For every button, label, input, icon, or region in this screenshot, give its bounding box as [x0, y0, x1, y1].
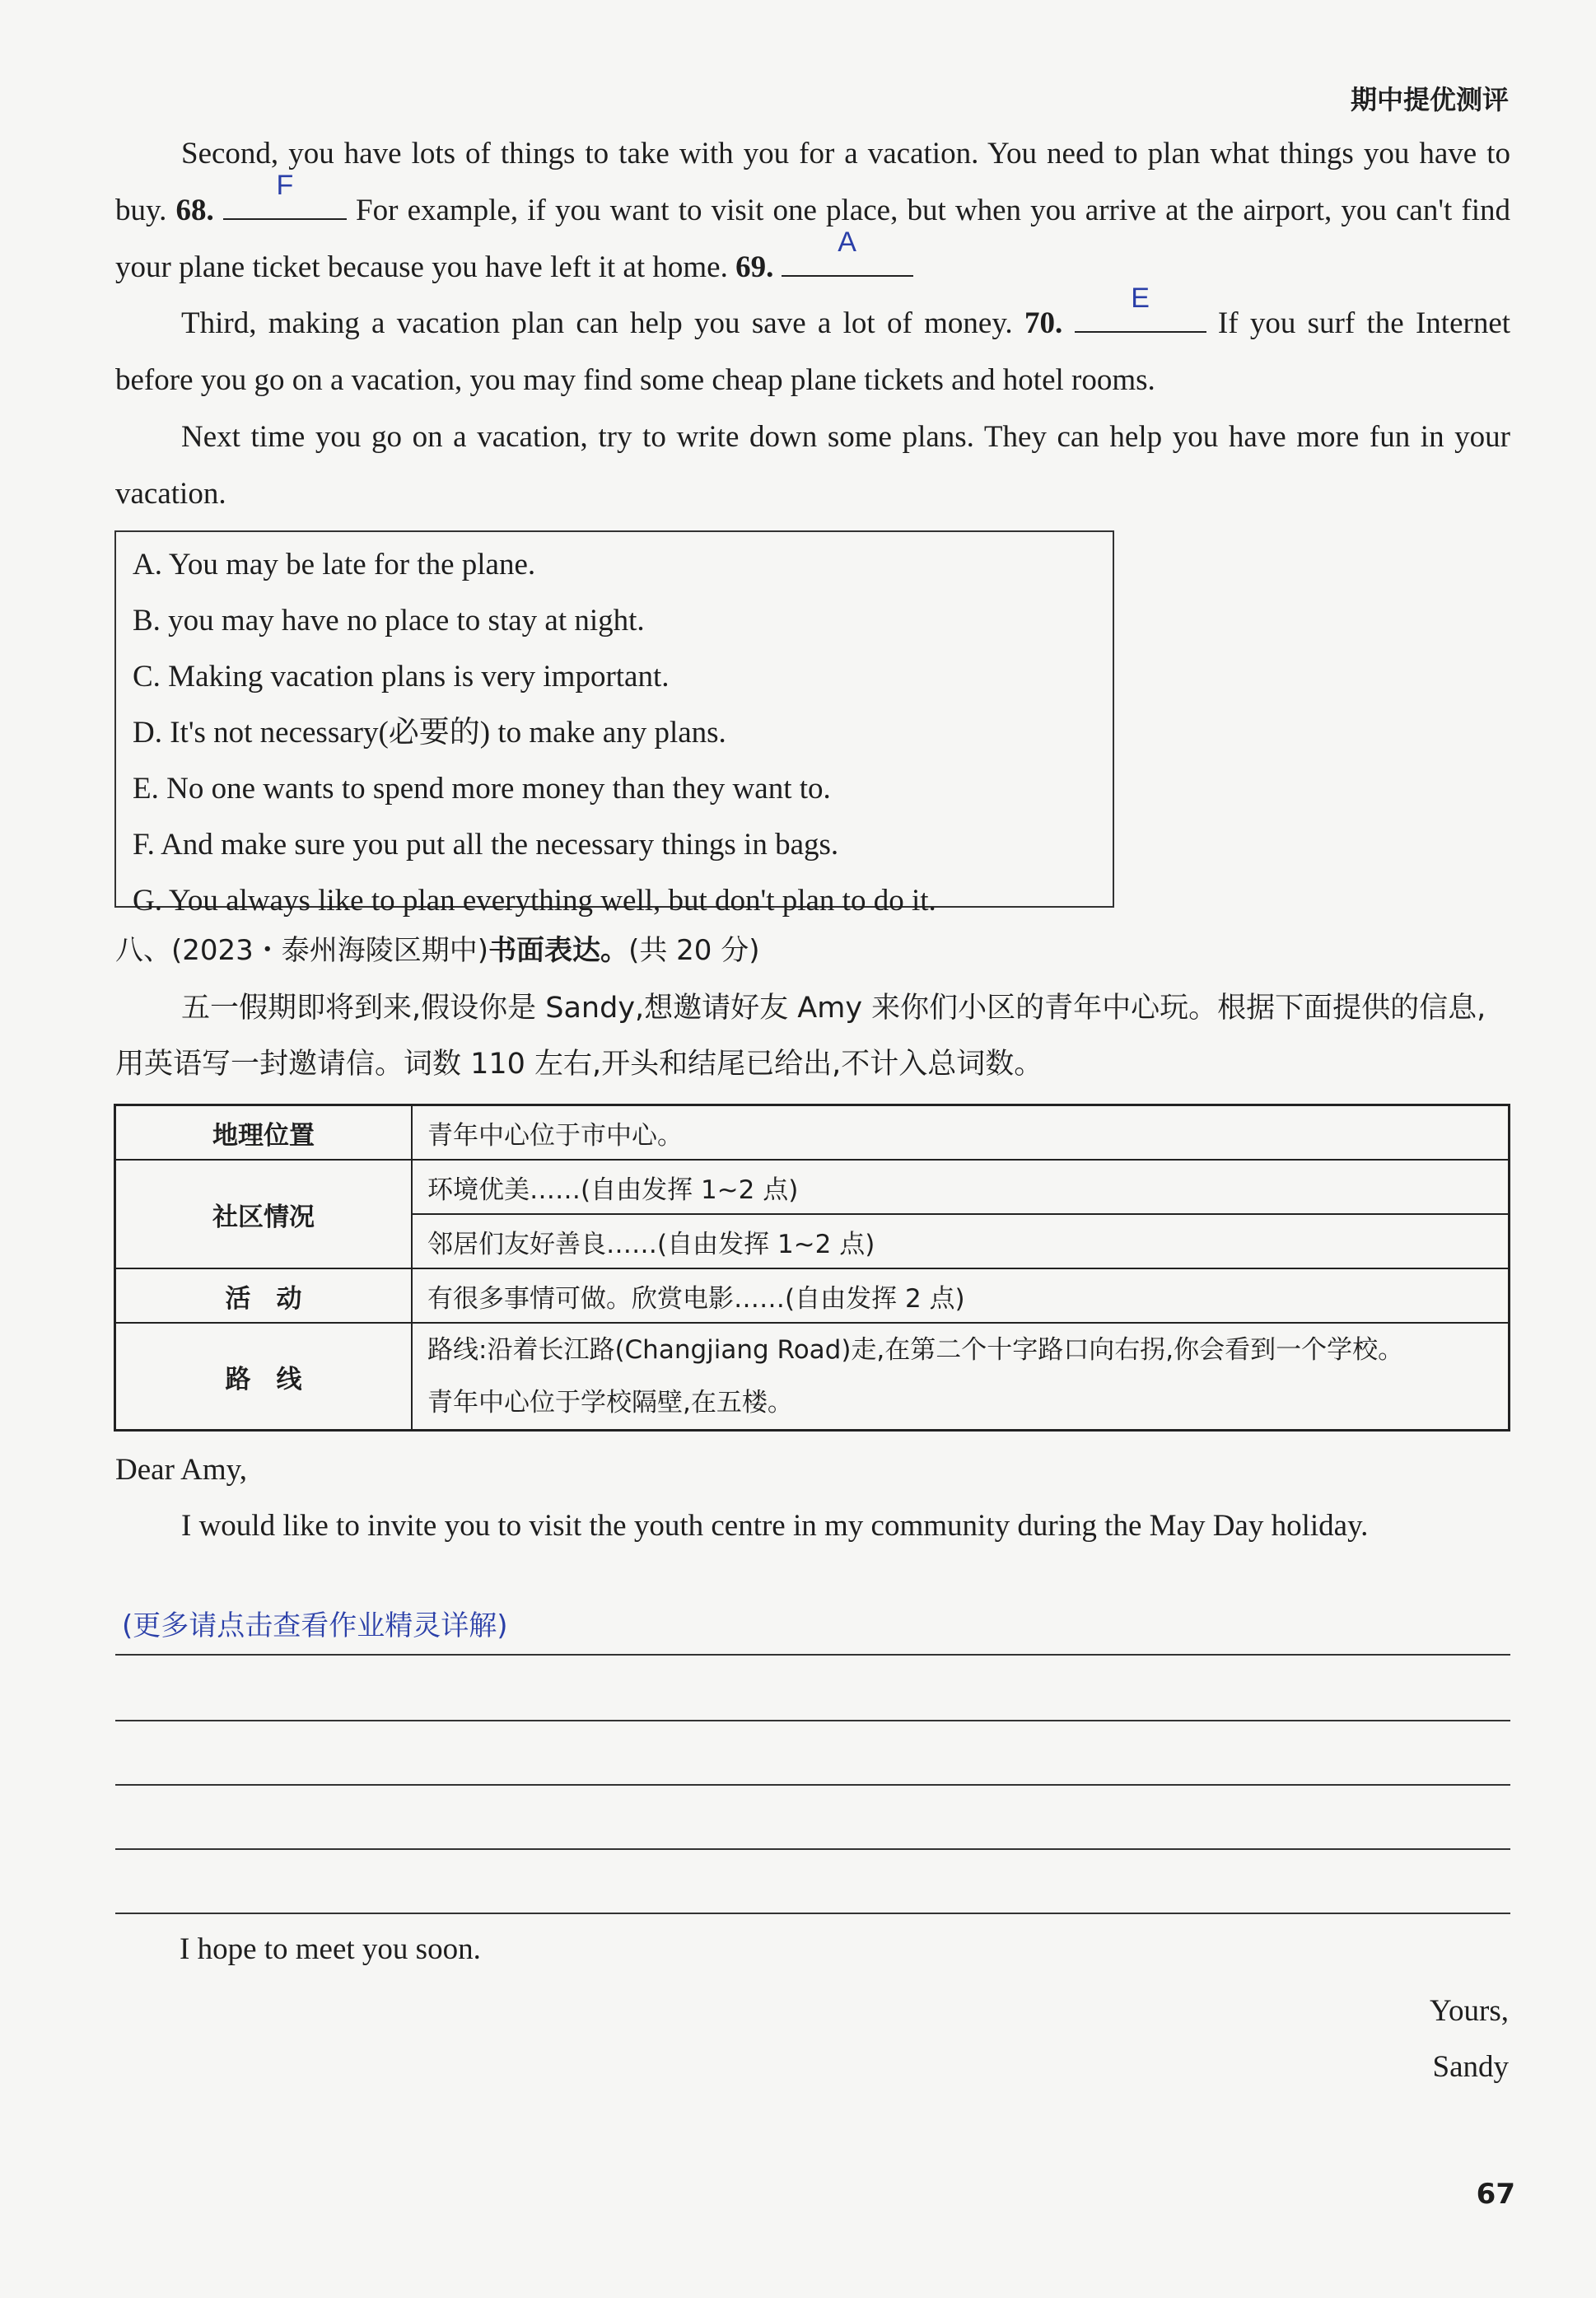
section-8-heading — [115, 926, 759, 975]
writing-line — [115, 1913, 1510, 1914]
passage-paragraph-1 — [115, 125, 1510, 296]
question-number-70: 70. — [1024, 306, 1063, 340]
section-8-instructions: 五一假期即将到来,假设你是 Sandy,想邀请好友 Amy 来你们小区的青年中心玩。根据下面提供的信息,用英语写一封邀请信。词数 110 左右,开头和结尾已给出,不计入总词数。 — [115, 992, 1486, 1081]
row-text-route — [412, 1323, 1510, 1431]
option-d: D. It's not necessary(必要的) to make any plans. — [133, 716, 726, 750]
passage-text: Second, you have lots of things to take with you for a vacation. You need to plan what things you have to buy. — [115, 137, 1510, 227]
letter-greeting: Dear Amy, — [115, 1453, 247, 1487]
option-b: B. you may have no place to stay at night. — [133, 604, 645, 638]
page-number: 67 — [1476, 2178, 1515, 2211]
more-details-link[interactable]: (更多请点击查看作业精灵详解) — [122, 1609, 508, 1642]
table-row — [115, 1160, 1510, 1214]
letter-signature: Sandy — [1432, 2050, 1509, 2084]
letter-sign-off: Yours, — [1430, 1994, 1509, 2028]
row-text-activities: 有很多事情可做。欣赏电影……(自由发挥 2 点) — [412, 1268, 1510, 1323]
row-text-community-a: 环境优美……(自由发挥 1~2 点) — [412, 1160, 1510, 1214]
question-number-68: 68. — [175, 194, 214, 227]
option-e: E. No one wants to spend more money than they want to. — [133, 772, 831, 806]
letter-opening: I would like to invite you to visit the youth centre in my community during the May Day holiday. — [181, 1509, 1369, 1543]
options-box — [114, 530, 1114, 918]
option-g: G. You always like to plan everything well, but don't plan to do it. — [133, 884, 936, 918]
passage-text: If you surf the Internet before you go on a vacation, you may find some cheap plane tickets and hotel rooms. — [115, 306, 1511, 397]
table-row — [115, 1105, 1510, 1161]
section-8-title: 书面表达。 — [488, 934, 629, 967]
writing-line — [115, 1720, 1510, 1721]
writing-line — [115, 1654, 1510, 1656]
passage-text: For example, if you want to visit one place, but when you arrive at the airport, you can't find your plane ticket because you have left it at home. — [115, 194, 1511, 284]
option-f: F. And make sure you put all the necessary things in bags. — [133, 828, 839, 862]
question-number-69: 69. — [735, 250, 774, 284]
passage-text: Third, making a vacation plan can help you save a lot of money. — [181, 306, 1013, 340]
row-label-route: 路 线 — [115, 1323, 413, 1431]
section-8-prefix: 八、(2023・泰州海陵区期中) — [115, 934, 489, 967]
row-label-community: 社区情况 — [115, 1160, 413, 1268]
info-table — [114, 1104, 1510, 1432]
answer-blank-68 — [223, 170, 347, 220]
answer-blank-69 — [782, 227, 913, 277]
route-line-1: 路线:沿着长江路(Changjiang Road)走,在第二个十字路口向右拐,你会看到一个学校。 — [427, 1335, 1404, 1365]
option-c: C. Making vacation plans is very important. — [133, 660, 670, 694]
passage-paragraph-2 — [115, 283, 1511, 409]
page-header-title: 期中提优测评 — [1350, 84, 1509, 115]
option-a: A. You may be late for the plane. — [133, 548, 536, 582]
passage-paragraph-3: Next time you go on a vacation, try to write down some plans. They can help you have more fun in your vacation. — [115, 420, 1510, 511]
answer-68: F — [276, 170, 294, 201]
route-line-2: 青年中心位于学校隔壁,在五楼。 — [427, 1388, 793, 1418]
answer-blank-70 — [1075, 283, 1206, 333]
answer-70: E — [1131, 283, 1150, 314]
row-label-activities: 活 动 — [115, 1268, 413, 1323]
answer-69: A — [838, 227, 856, 258]
letter-closing: I hope to meet you soon. — [180, 1932, 481, 1966]
section-8-score: (共 20 分) — [628, 934, 760, 967]
table-row — [115, 1323, 1510, 1431]
row-text-location: 青年中心位于市中心。 — [412, 1105, 1510, 1161]
writing-line — [115, 1784, 1510, 1786]
writing-line — [115, 1848, 1510, 1850]
row-label-location: 地理位置 — [115, 1105, 413, 1161]
table-row — [115, 1268, 1510, 1323]
row-text-community-b: 邻居们友好善良……(自由发挥 1~2 点) — [412, 1214, 1510, 1268]
